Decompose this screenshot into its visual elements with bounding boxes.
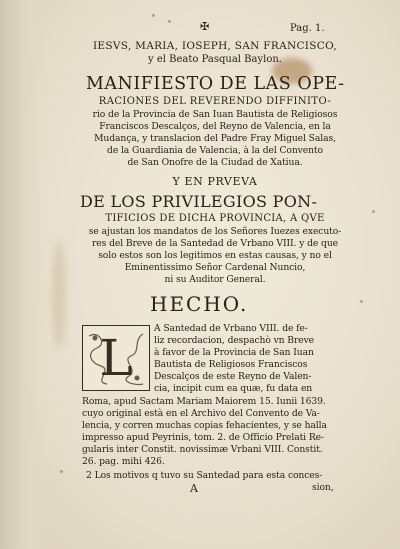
decorated-initial <box>82 325 150 391</box>
body-line: 26. pag. mihi 426. <box>82 456 165 467</box>
section-heading: HECHO. <box>150 292 249 316</box>
title-line: de la Guardiania de Valencia, à la del Convento <box>107 145 323 156</box>
body-line: cuyo original està en el Archivo del Convento de Va- <box>82 408 320 419</box>
title-line: de San Onofre de la Ciudad de Xatiua. <box>127 157 303 168</box>
paper-stain <box>52 240 66 350</box>
paper-speck <box>152 14 155 17</box>
signature-mark: A <box>190 482 198 495</box>
invocation-line-1: IESVS, MARIA, IOSEPH, SAN FRANCISCO, <box>92 40 338 52</box>
body-line: gularis inter Constit. novissimæ Vrbani VIII. Constit. <box>82 444 323 455</box>
page-fold-shadow <box>0 0 46 549</box>
body-line: à favor de la Provincia de San Iuan <box>154 347 314 358</box>
privileges-line: res del Breve de la Santedad de Vrbano VIII. y de que <box>92 238 338 249</box>
privileges-line: solo estos son los legitimos en estas causas, y no el <box>98 250 332 261</box>
privileges-line: TIFICIOS DE DICHA PROVINCIA, A QVE <box>105 213 325 224</box>
body-line: liz recordacion, despachò vn Breve <box>154 335 315 346</box>
body-line: lencia, y corren muchas copias fehacientes, y se halla <box>82 420 327 431</box>
paper-speck <box>360 300 363 303</box>
title-line: RACIONES DEL REVERENDO DIFFINITO- <box>98 96 332 107</box>
numbered-paragraph: 2 Los motivos q tuvo su Santedad para esta conces- <box>86 470 323 481</box>
paper-speck <box>60 470 63 473</box>
privileges-title: DE LOS PRIVILEGIOS PON- <box>80 192 318 211</box>
body-line: Descalços de este Reyno de Valen- <box>154 371 312 382</box>
title-line: Franciscos Descalços, del Reyno de Valencia, en la <box>99 121 331 132</box>
catchword: sion, <box>312 482 334 493</box>
title-line: rio de la Provincia de San Iuan Bautista de Religiosos <box>92 109 338 120</box>
drop-cap-letter: L <box>99 329 133 387</box>
body-line: impresso apud Peyrinis, tom. 2. de Officio Prelati Re- <box>82 432 325 443</box>
document-title: MANIFIESTO DE LAS OPE- <box>86 74 345 94</box>
privileges-line: Eminentissimo Señor Cardenal Nuncio, <box>124 262 306 273</box>
body-line: cia, incipit cum ea quæ, fu data en <box>154 383 313 394</box>
paper-speck <box>168 20 171 23</box>
body-line: Bautista de Religiosos Franciscos <box>154 359 308 370</box>
privileges-line: ni su Auditor General. <box>164 274 266 285</box>
invocation-line-2: y el Beato Pasqual Baylon. <box>148 54 282 65</box>
paper-speck <box>372 210 375 213</box>
privileges-line: se ajustan los mandatos de los Señores Iuezes executo- <box>88 226 342 237</box>
subtitle: Y EN PRVEVA <box>172 175 258 188</box>
body-line: Roma, apud Sactam Mariam Maiorem 15. Iunii 1639. <box>82 396 326 407</box>
body-line: A Santedad de Vrbano VIII. de fe- <box>154 323 308 334</box>
cross-mark: ✠ <box>200 20 210 33</box>
page-number: Pag. 1. <box>290 23 325 34</box>
title-line: Mudança, y translacion del Padre Fray Miguel Salas, <box>94 133 336 144</box>
